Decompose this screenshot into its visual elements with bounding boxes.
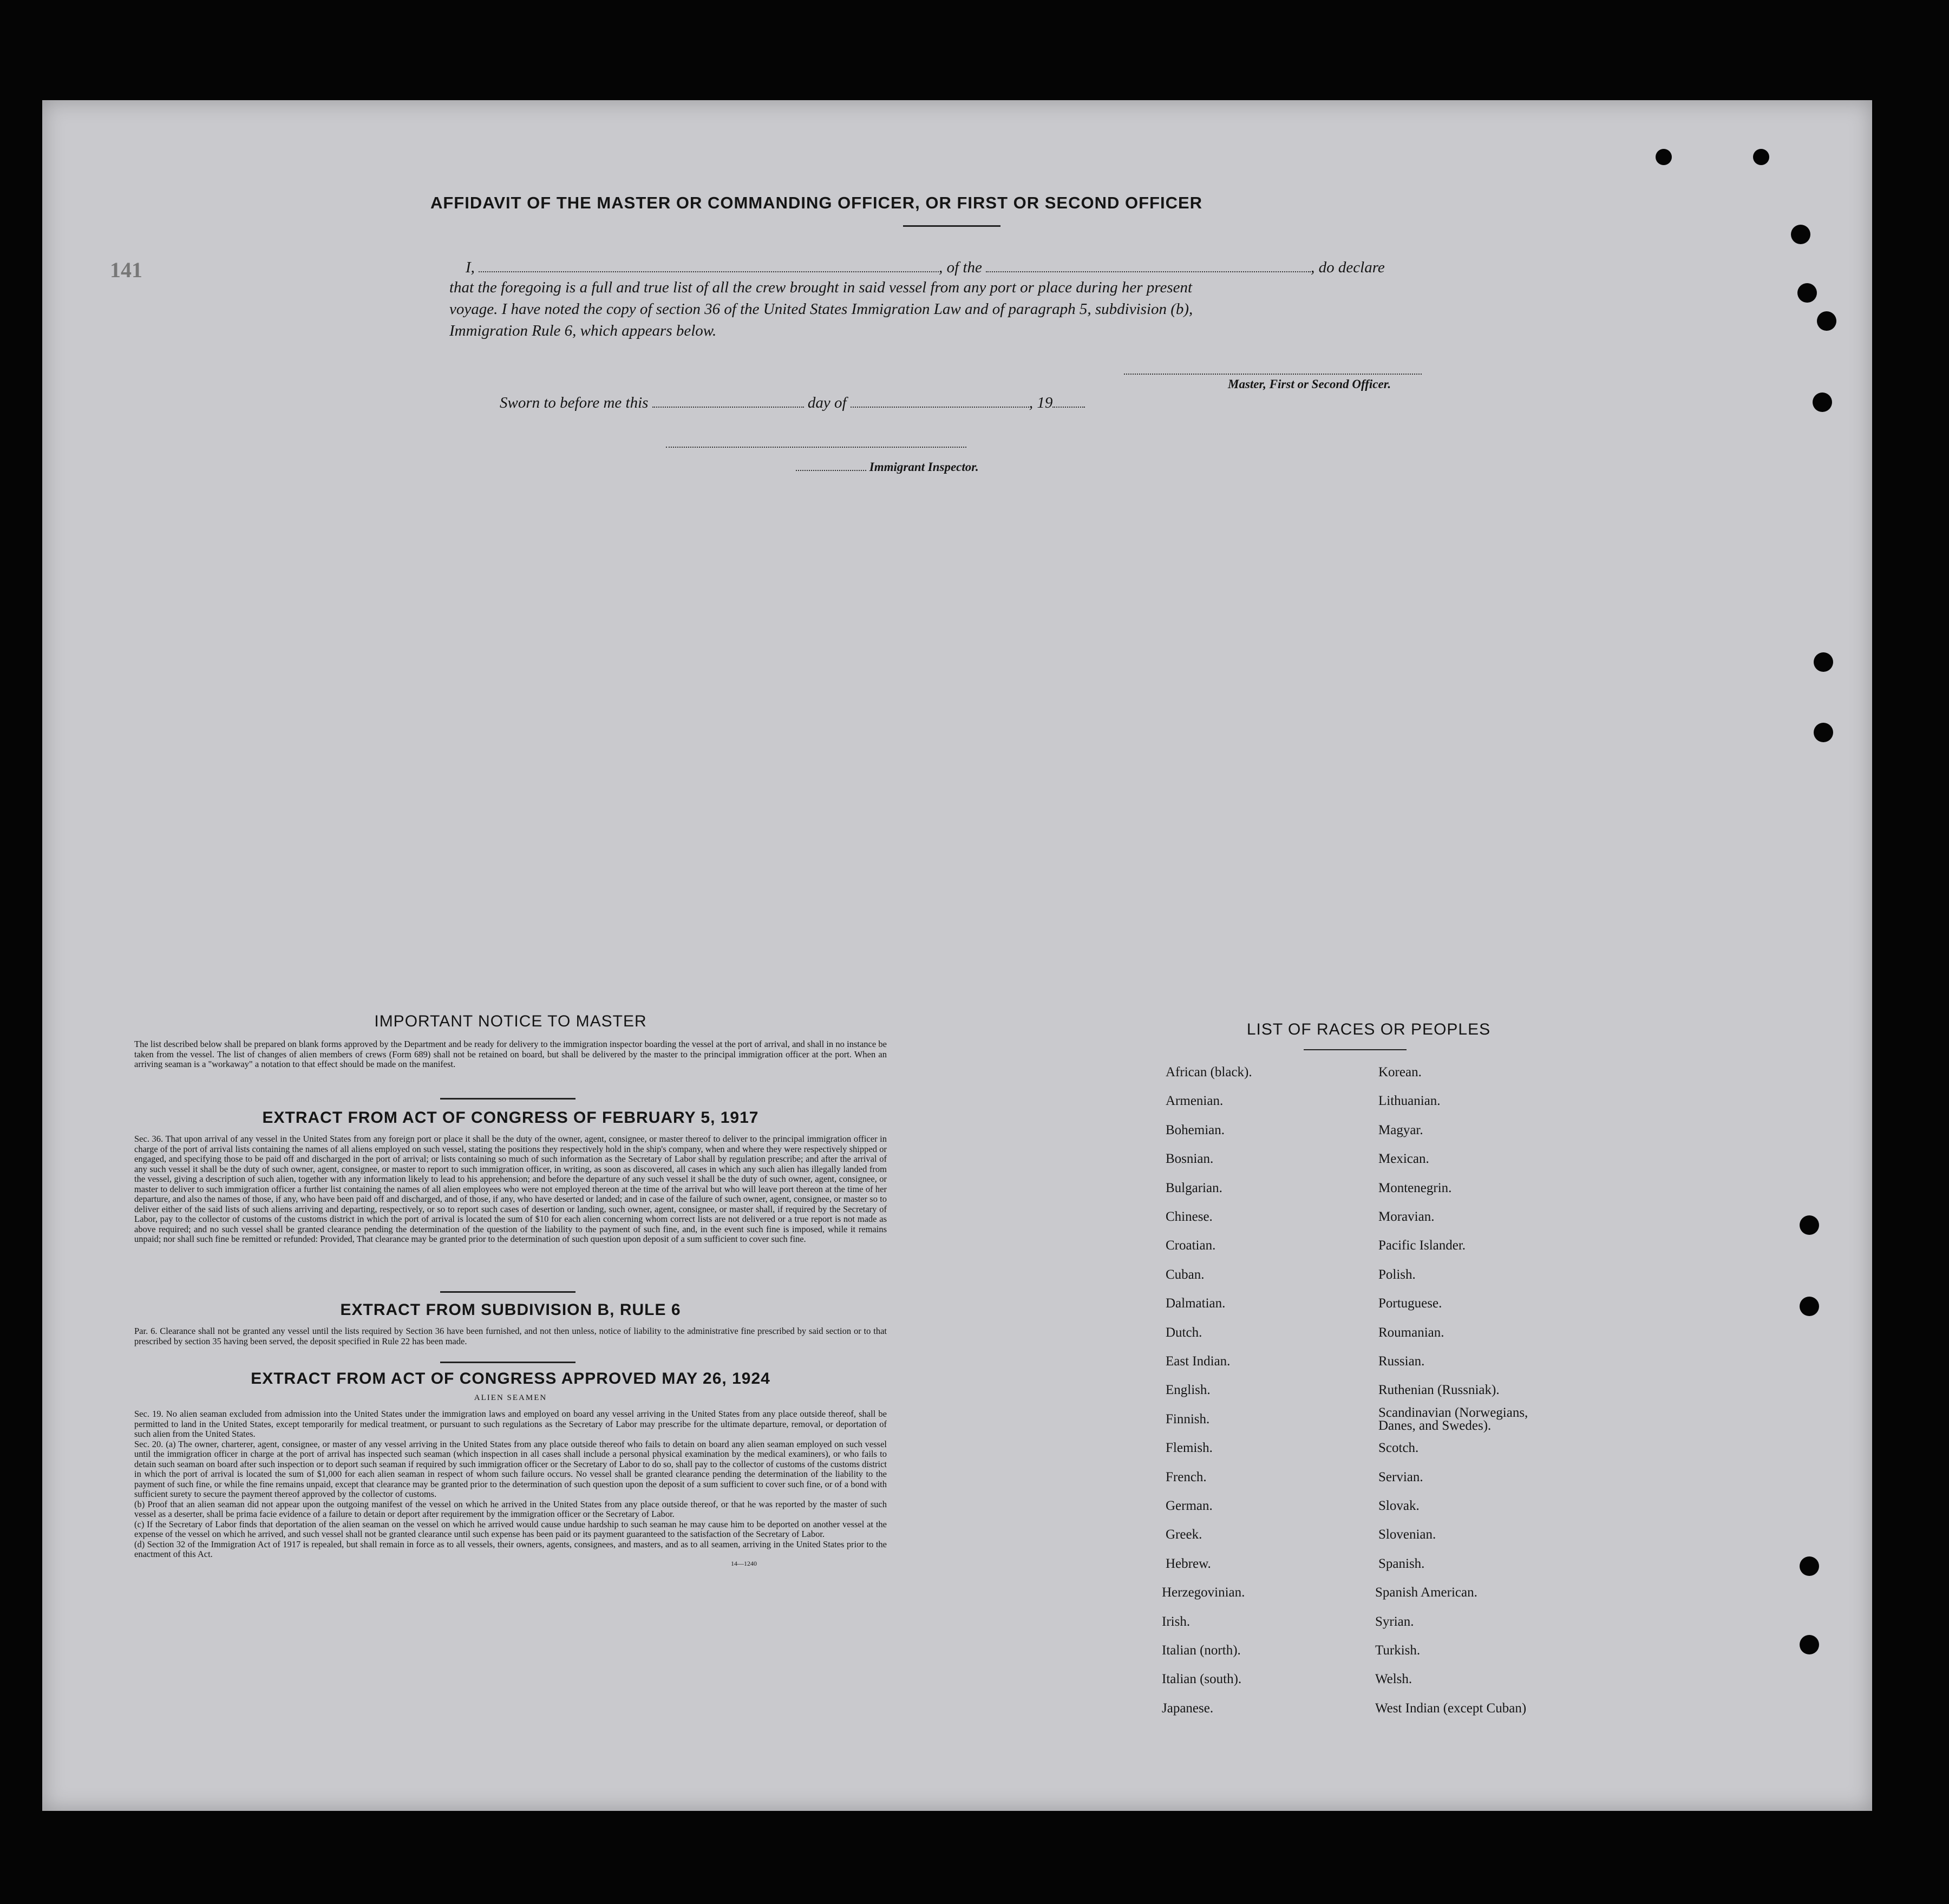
race-item: West Indian (except Cuban) bbox=[1375, 1700, 1527, 1716]
race-item: Armenian. bbox=[1166, 1094, 1224, 1109]
race-item: Korean. bbox=[1378, 1065, 1422, 1079]
race-item: Herzegovinian. bbox=[1162, 1585, 1245, 1600]
race-item: German. bbox=[1166, 1499, 1213, 1513]
sworn-line bbox=[500, 392, 1258, 412]
divider bbox=[440, 1291, 575, 1293]
race-item: East Indian. bbox=[1166, 1354, 1231, 1369]
year-field[interactable] bbox=[1052, 392, 1085, 408]
notice-title: IMPORTANT NOTICE TO MASTER bbox=[374, 1012, 647, 1030]
race-item: Italian (north). bbox=[1162, 1643, 1241, 1658]
race-item: Russian. bbox=[1378, 1354, 1425, 1369]
notice-text: The list described below shall be prepared on blank forms approved by the Department and be ready for delivery to the immigration inspector boarding the vessel at the port of arrival, and shall in no instance be taken from the vessel. The list of changes of alien members of crews (Form 689) shall not be retained on board, but shall be delivered by the master to the principal immigration officer at the port. When an arriving seaman is a "workaway" a notation to that effect should be made on the manifest. bbox=[134, 1039, 887, 1069]
document-page bbox=[42, 100, 1872, 1811]
extract-1924-subtitle: ALIEN SEAMEN bbox=[474, 1393, 547, 1402]
signature-line[interactable] bbox=[1124, 374, 1422, 375]
inspector-caption-line bbox=[796, 460, 979, 474]
of-the-label: , of the bbox=[939, 259, 982, 276]
race-item: Bulgarian. bbox=[1166, 1180, 1222, 1195]
race-item: Irish. bbox=[1162, 1614, 1191, 1629]
extract-rule6-text: Par. 6. Clearance shall not be granted any vessel until the lists required by Section 36 have been furnished, and not then unless, notice of liability to the administrative fine prescribed by said section or to that prescribed by section 35 having been served, the deposit specified in Rule 22 has been made. bbox=[134, 1326, 887, 1346]
punch-hole bbox=[1814, 652, 1833, 672]
signature-caption: Master, First or Second Officer. bbox=[1228, 377, 1391, 391]
race-item: Greek. bbox=[1166, 1527, 1202, 1542]
punch-hole bbox=[1797, 283, 1817, 303]
sworn-label: Sworn to before me this bbox=[500, 394, 649, 411]
race-item: Spanish. bbox=[1378, 1556, 1425, 1571]
day-field[interactable] bbox=[652, 392, 804, 408]
day-of-label: day of bbox=[807, 394, 847, 411]
affidavit-line4: Immigration Rule 6, which appears below. bbox=[449, 322, 717, 339]
race-item: Finnish. bbox=[1166, 1411, 1210, 1427]
affidavit-line1 bbox=[466, 257, 1548, 277]
punch-hole bbox=[1813, 392, 1832, 412]
punch-hole bbox=[1753, 149, 1769, 165]
i-label: I, bbox=[466, 259, 475, 276]
race-item: French. bbox=[1166, 1469, 1207, 1484]
race-item: African (black). bbox=[1166, 1065, 1252, 1079]
race-item: Slovak. bbox=[1378, 1499, 1420, 1513]
race-item: Mexican. bbox=[1378, 1151, 1429, 1167]
race-item: Flemish. bbox=[1166, 1441, 1213, 1456]
race-item: Lithuanian. bbox=[1378, 1094, 1441, 1109]
extract-1924-body bbox=[134, 1409, 887, 1568]
race-item: Japanese. bbox=[1162, 1700, 1214, 1716]
vessel-field[interactable] bbox=[986, 257, 1311, 272]
extract-1917-title: EXTRACT FROM ACT OF CONGRESS OF FEBRUARY 5, 1917 bbox=[262, 1109, 759, 1127]
divider bbox=[440, 1098, 575, 1100]
race-item: Roumanian. bbox=[1378, 1325, 1444, 1340]
affidavit-line2: that the foregoing is a full and true list of all the crew brought in said vessel from any port or place during her present bbox=[449, 279, 1193, 296]
punch-hole bbox=[1800, 1215, 1819, 1235]
do-declare-label: , do declare bbox=[1311, 259, 1385, 276]
extract-1924-paragraph: (c) If the Secretary of Labor finds that deportation of the alien seaman on the vessel on which he arrived would cause undue hardship to such seaman he may cause him to be deported on another vessel at the expense of the vessel on which he arrived, and such vessel shall not be granted clearance until such expense has been paid or its payment guaranteed to the satisfaction of the Secretary of Labor. bbox=[134, 1519, 887, 1539]
race-item: Montenegrin. bbox=[1378, 1180, 1452, 1195]
race-item: Dutch. bbox=[1166, 1325, 1202, 1340]
inspector-caption: Immigrant Inspector. bbox=[869, 460, 979, 474]
divider bbox=[903, 225, 1000, 227]
race-item: Slovenian. bbox=[1378, 1527, 1436, 1542]
race-item: Scotch. bbox=[1378, 1441, 1419, 1456]
name-field[interactable] bbox=[479, 257, 939, 272]
punch-hole bbox=[1800, 1635, 1819, 1654]
punch-hole bbox=[1656, 149, 1672, 165]
punch-hole bbox=[1814, 723, 1833, 742]
race-item: Hebrew. bbox=[1166, 1556, 1211, 1571]
race-item: Magyar. bbox=[1378, 1122, 1423, 1137]
margin-mark: 141 bbox=[110, 258, 142, 282]
month-field[interactable] bbox=[851, 392, 1029, 408]
punch-hole bbox=[1800, 1297, 1819, 1316]
year-label: , 19 bbox=[1029, 394, 1053, 411]
race-item: Syrian. bbox=[1375, 1614, 1414, 1629]
punch-hole bbox=[1791, 225, 1810, 244]
race-item: English. bbox=[1166, 1383, 1211, 1398]
race-item: Italian (south). bbox=[1162, 1672, 1242, 1687]
form-number: 14—1240 bbox=[731, 1559, 757, 1567]
race-item: Ruthenian (Russniak). bbox=[1378, 1383, 1500, 1398]
inspector-signature-line[interactable] bbox=[666, 447, 966, 448]
race-item: Croatian. bbox=[1166, 1238, 1216, 1253]
extract-rule6-title: EXTRACT FROM SUBDIVISION B, RULE 6 bbox=[340, 1301, 681, 1319]
race-item: Servian. bbox=[1378, 1469, 1423, 1484]
race-item: Bosnian. bbox=[1166, 1151, 1214, 1167]
races-title: LIST OF RACES OR PEOPLES bbox=[1246, 1020, 1491, 1038]
extract-1917-text: Sec. 36. That upon arrival of any vessel in the United States from any foreign port or place it shall be the duty of the owner, agent, consignee, or master thereof to deliver to the principal immigration officer in charge of the port of arrival lists containing the names of all aliens employed on such vessel, stating the positions they respectively hold in the ship's company, when and where they were respectively shipped or engaged, and specifying those to be paid off and discharged in the port of arrival; or lists containing so much of such information as the Secretary of Labor shall by regulation prescribe; and after the arrival of any such vessel it shall be the duty of such owner, agent, consignee, or master to report to such immigration officer, in writing, as soon as discovered, all cases in which any such alien has illegally landed from the vessel, giving a description of such alien, together with any information likely to lead to his apprehension; and before the departure of any such vessel it shall be the duty of such owner, agent, consignee, or master to deliver to such immigration officer a further list containing the names of all alien employees who were not employed thereon at the time of the arrival but who will leave port thereon at the time of her departure, and also the names of those, if any, who have been paid off and discharged, and of those, if any, who have deserted or landed; and in case of the failure of such owner, agent, consignee, or master so to deliver either of the said lists of such aliens arriving and departing, respectively, or so to report such cases of desertion or landing, such owner, agent, consignee, or master shall, if required by the Secretary of Labor, pay to the collector of customs of the customs district in which the port of arrival is located the sum of $10 for each alien concerning whom correct lists are not delivered or a true report is not made as above required; and no such vessel shall be granted clearance pending the determination of the question of the liability to the payment of such fine, and, in the event such fine is imposed, while it remains unpaid; nor shall such fine be remitted or refunded: Provided, That clearance may be granted prior to the determination of such question upon deposit of a sum sufficient to cover such fine. bbox=[134, 1134, 887, 1244]
race-item: Portuguese. bbox=[1378, 1296, 1442, 1311]
race-item: Cuban. bbox=[1166, 1267, 1205, 1282]
race-item: Bohemian. bbox=[1166, 1122, 1225, 1137]
divider bbox=[1304, 1049, 1407, 1050]
race-item: Scandinavian (Norwegians, Danes, and Swedes). bbox=[1378, 1405, 1528, 1433]
race-item: Welsh. bbox=[1375, 1672, 1412, 1687]
punch-hole bbox=[1800, 1556, 1819, 1576]
race-item: Turkish. bbox=[1375, 1643, 1421, 1658]
extract-1924-paragraph: (d) Section 32 of the Immigration Act of 1917 is repealed, but shall remain in force as to all vessels, their owners, agents, consignees, and masters, and as to all seamen, arriving in the United States prior to the enactment of this Act. bbox=[134, 1539, 887, 1559]
punch-hole bbox=[1817, 311, 1836, 331]
affidavit-line3: voyage. I have noted the copy of section 36 of the United States Immigration Law and of paragraph 5, subdivision (b), bbox=[449, 300, 1193, 318]
race-item: Polish. bbox=[1378, 1267, 1416, 1282]
extract-1924-paragraph: Sec. 20. (a) The owner, charterer, agent, consignee, or master of any vessel arriving in the United States from any place outside thereof who fails to detain on board any alien seaman employed on such vessel until the immigration officer in charge at the port of arrival has inspected such seaman (which inspection in all cases shall include a personal physical examination by the medical examiners), or who fails to detain such seaman on board after such inspection or to deport such seaman if required by such immigration officer or the Secretary of Labor to do so, shall pay to the collector of customs of the customs district in which the port of arrival is located the sum of $1,000 for each alien seaman in respect of whom such failure occurs. No vessel shall be granted clearance pending the determination of the liability to the payment of such fine, or while the fine remains unpaid, except that clearance may be granted prior to the determination of such question upon the deposit of a sum sufficient to cover such fine, or of a bond with sufficient surety to secure the payment thereof approved by the collector of customs. bbox=[134, 1438, 887, 1499]
race-item: Pacific Islander. bbox=[1378, 1238, 1466, 1253]
race-item: Moravian. bbox=[1378, 1209, 1435, 1224]
inspector-field[interactable] bbox=[796, 460, 866, 471]
extract-1924-title: EXTRACT FROM ACT OF CONGRESS APPROVED MAY 26, 1924 bbox=[251, 1370, 770, 1388]
affidavit-title: AFFIDAVIT OF THE MASTER OR COMMANDING OFFICER, OR FIRST OR SECOND OFFICER bbox=[430, 193, 1203, 212]
race-item: Spanish American. bbox=[1375, 1585, 1477, 1600]
extract-1924-paragraph: Sec. 19. No alien seaman excluded from admission into the United States under the immigration laws and employed on board any vessel arriving in the United States from any place outside thereof, shall be permitted to land in the United States, except temporarily for medical treatment, or pursuant to such regulations as the Secretary of Labor may prescribe for the ultimate departure, removal, or deportation of such alien from the United States. bbox=[134, 1409, 887, 1439]
race-item: Dalmatian. bbox=[1166, 1296, 1226, 1311]
divider bbox=[440, 1362, 575, 1363]
race-item: Chinese. bbox=[1166, 1209, 1213, 1224]
extract-1924-paragraph: (b) Proof that an alien seaman did not appear upon the outgoing manifest of the vessel on which he arrived in the United States from any place outside thereof, or that he was reported by the master of such vessel as a deserter, shall be prima facie evidence of a failure to detain or deport after requirement by the immigration officer or the Secretary of Labor. bbox=[134, 1499, 887, 1519]
